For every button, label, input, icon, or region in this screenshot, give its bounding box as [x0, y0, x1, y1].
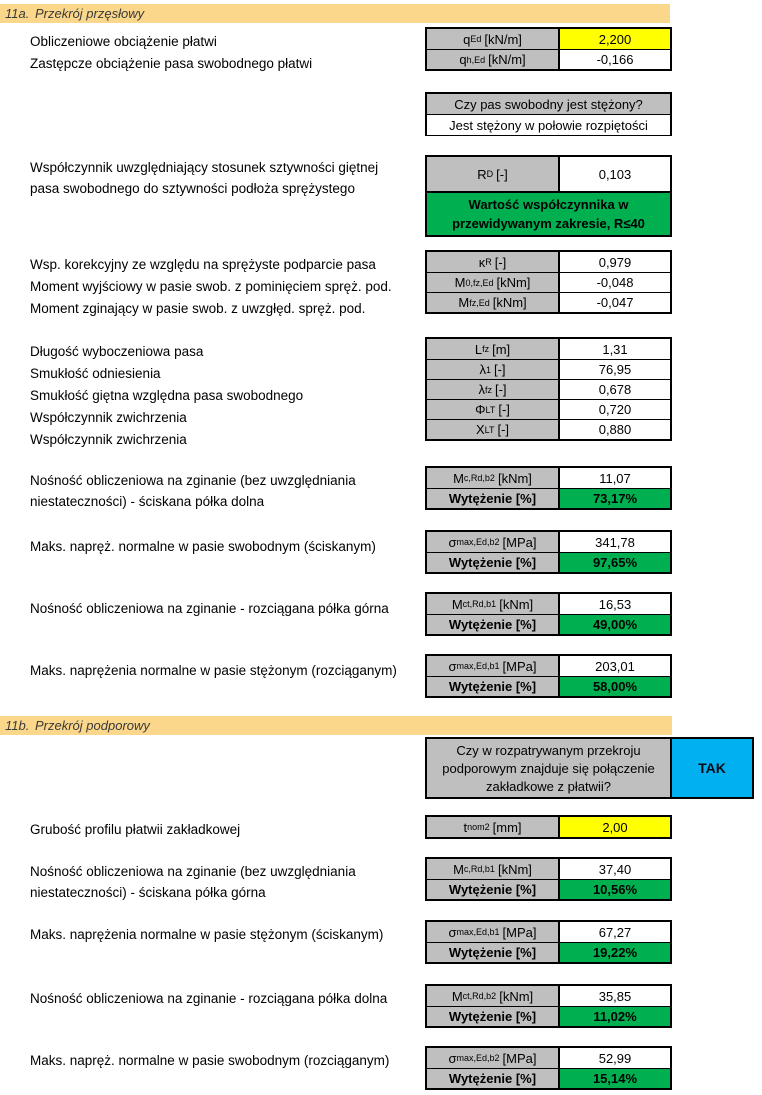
symbol-unit: [-] [493, 362, 506, 377]
row-label-line1: Współczynnik uwzględniający stosunek sztywności giętnej [30, 160, 379, 175]
question-cell [427, 739, 670, 797]
symbol-base: M [451, 988, 463, 1004]
stress-check-table [425, 530, 672, 574]
symbol-cell: κ R [-] [427, 252, 560, 272]
utilization-value: 15,14% [560, 1069, 670, 1088]
overlap-question-box [425, 737, 672, 799]
utilization-value: 58,00% [560, 677, 670, 696]
table-row [427, 359, 670, 379]
resistance-check-table [425, 592, 672, 636]
symbol-base: X [475, 422, 485, 437]
row-label: Nośność obliczeniowa na zginanie - rozciągana półka górna [30, 601, 389, 616]
table-row [427, 157, 670, 191]
symbol-unit: [MPa] [502, 924, 537, 940]
table-row [427, 532, 670, 552]
symbol-unit: [-] [494, 382, 507, 397]
row-label: Współczynnik zwichrzenia [30, 410, 187, 425]
row-label: Grubość profilu płatwii zakładkowej [30, 822, 241, 837]
utilization-label: Wytężenie [%] [427, 1069, 560, 1088]
section-b-header [0, 716, 672, 735]
utilization-value: 11,02% [560, 1007, 670, 1026]
resistance-check-table [425, 857, 672, 901]
brace-question-box [425, 92, 672, 136]
symbol-base: M [454, 275, 466, 290]
question-cell: Czy pas swobodny jest stężony? [427, 94, 670, 114]
range-check-line2: przewidywanym zakresie, R≤40 [452, 216, 645, 231]
utilization-label: Wytężenie [%] [427, 553, 560, 572]
symbol-base: σ [448, 658, 457, 674]
symbol-cell: q Ed [kN/m] [427, 29, 560, 49]
value-cell: 0,720 [560, 400, 670, 419]
value-cell: -0,166 [560, 50, 670, 69]
symbol-cell: R D [-] [427, 157, 560, 191]
value-cell: 1,31 [560, 339, 670, 359]
symbol-base: M [453, 470, 464, 486]
symbol-cell: λ fz [-] [427, 380, 560, 399]
row-label: Obliczeniowe obciążenie płatwi [30, 34, 217, 49]
row-label [30, 157, 378, 199]
value-cell: 35,85 [560, 986, 670, 1006]
row-label: Smukłość odniesienia [30, 366, 161, 381]
value-cell: 0,979 [560, 252, 670, 272]
row-label: Współczynnik zwichrzenia [30, 432, 187, 447]
table-row [427, 817, 670, 837]
section-b-number: 11b. [5, 718, 30, 733]
symbol-cell: q h,Ed [kN/m] [427, 50, 560, 69]
input-value-cell[interactable]: 2,200 [560, 29, 670, 49]
row-label-line1: Nośność obliczeniowa na zginanie (bez uwzględniania [30, 473, 356, 488]
symbol-base: q [463, 31, 471, 47]
symbol-unit: [MPa] [502, 1050, 537, 1066]
value-cell: 341,78 [560, 532, 670, 552]
stress-check-table [425, 920, 672, 964]
table-row [427, 292, 670, 312]
row-label: Moment zginający w pasie swob. z uwzgłęd. spręż. pod. [30, 301, 366, 316]
slenderness-table [425, 337, 672, 441]
utilization-label: Wytężenie [%] [427, 489, 560, 508]
symbol-unit: [kNm] [497, 470, 532, 486]
value-cell: 16,53 [560, 594, 670, 614]
resistance-check-table [425, 984, 672, 1028]
table-row [427, 922, 670, 942]
symbol-unit: [mm] [492, 819, 522, 835]
symbol-base: σ [448, 534, 457, 550]
table-row [427, 29, 670, 49]
table-row [427, 399, 670, 419]
table-row [427, 272, 670, 292]
section-a-number: 11a. [5, 6, 30, 21]
table-row [427, 379, 670, 399]
table-row [427, 1048, 670, 1068]
symbol-base: σ [448, 1050, 457, 1066]
range-check-note [427, 191, 670, 235]
symbol-unit: [kN/m] [484, 31, 522, 47]
row-label: Moment wyjściowy w pasie swob. z pominięciem spręż. pod. [30, 279, 392, 294]
row-label: Wsp. korekcyjny ze względu na sprężyste podparcie pasa [30, 257, 376, 272]
load-table [425, 27, 672, 71]
symbol-unit: [-] [498, 402, 510, 417]
symbol-cell: λ 1 [-] [427, 360, 560, 379]
utilization-row [427, 942, 670, 962]
symbol-unit: [kN/m] [488, 52, 526, 67]
value-cell: 52,99 [560, 1048, 670, 1068]
symbol-cell: M 0,fz,Ed [kNm] [427, 273, 560, 292]
table-row [427, 594, 670, 614]
row-label: Nośność obliczeniowa na zginanie - rozciągana półka dolna [30, 991, 388, 1006]
input-value-cell[interactable]: 2,00 [560, 817, 670, 837]
row-label-line2: niestateczności) - ściskana półka dolna [30, 494, 265, 509]
symbol-cell: M fz,Ed [kNm] [427, 293, 560, 312]
utilization-value: 19,22% [560, 943, 670, 962]
utilization-row [427, 488, 670, 508]
utilization-row [427, 1068, 670, 1088]
table-row [427, 114, 670, 134]
section-b-title: Przekrój podporowy [35, 718, 150, 733]
symbol-base: Φ [475, 402, 486, 417]
symbol-cell: M ct,Rd,b1 [kNm] [427, 594, 560, 614]
symbol-cell: X LT [-] [427, 420, 560, 439]
row-label: Maks. napręż. normalne w pasie swobodnym (ściskanym) [30, 539, 376, 554]
thickness-table [425, 815, 672, 839]
stress-check-table [425, 1046, 672, 1090]
symbol-base: λ [479, 362, 486, 377]
value-cell: 0,678 [560, 380, 670, 399]
symbol-unit: [MPa] [502, 534, 537, 550]
table-row [427, 49, 670, 69]
question-line3: zakładkowe z płatwii? [485, 779, 611, 794]
utilization-value: 49,00% [560, 615, 670, 634]
moments-table [425, 250, 672, 314]
symbol-cell: M ct,Rd,b2 [kNm] [427, 986, 560, 1006]
symbol-base: λ [478, 382, 485, 397]
overlap-answer-dropdown[interactable]: TAK [670, 737, 754, 799]
row-label: Maks. naprężenia normalne w pasie stężonym (rozciąganym) [30, 663, 397, 678]
symbol-base: κ [478, 254, 486, 270]
row-label: Smukłość giętna względna pasa swobodnego [30, 388, 304, 403]
utilization-label: Wytężenie [%] [427, 677, 560, 696]
symbol-cell: Φ LT [-] [427, 400, 560, 419]
symbol-cell: σ max,Ed,b2 [MPa] [427, 1048, 560, 1068]
utilization-label: Wytężenie [%] [427, 615, 560, 634]
symbol-cell: M c,Rd,b1 [kNm] [427, 859, 560, 879]
utilization-row [427, 552, 670, 572]
value-cell: 203,01 [560, 656, 670, 676]
row-label [30, 470, 356, 512]
symbol-base: σ [448, 924, 457, 940]
table-row [427, 468, 670, 488]
utilization-row [427, 676, 670, 696]
value-cell: 0,103 [560, 157, 670, 191]
utilization-value: 10,56% [560, 880, 670, 899]
utilization-label: Wytężenie [%] [427, 943, 560, 962]
value-cell: 76,95 [560, 360, 670, 379]
row-label [30, 861, 356, 903]
symbol-base: M [451, 596, 463, 612]
r-coefficient-table [425, 155, 672, 237]
symbol-cell: σ max,Ed,b1 [MPa] [427, 922, 560, 942]
symbol-unit: [kNm] [497, 861, 532, 877]
row-label-line2: niestateczności) - ściskana półka górna [30, 885, 266, 900]
table-row [427, 656, 670, 676]
section-a-header [0, 4, 670, 23]
value-cell: 0,880 [560, 420, 670, 439]
symbol-unit: [kNm] [496, 275, 531, 290]
symbol-base: R [477, 166, 487, 182]
utilization-label: Wytężenie [%] [427, 880, 560, 899]
utilization-label: Wytężenie [%] [427, 1007, 560, 1026]
row-label-line2: pasa swobodnego do sztywności podłoża sprężystego [30, 181, 355, 196]
value-cell: -0,047 [560, 293, 670, 312]
symbol-unit: [-] [494, 254, 507, 270]
symbol-cell: σ max,Ed,b2 [MPa] [427, 532, 560, 552]
utilization-value: 97,65% [560, 553, 670, 572]
value-cell: 67,27 [560, 922, 670, 942]
question-line2: podporowym znajduje się połączenie [442, 761, 655, 776]
symbol-cell: M c,Rd,b2 [kNm] [427, 468, 560, 488]
range-check-line1: Wartość współczynnika w [468, 197, 629, 212]
symbol-unit: [-] [497, 422, 510, 437]
utilization-row [427, 1006, 670, 1026]
symbol-unit: [kNm] [492, 295, 527, 310]
value-cell: 11,07 [560, 468, 670, 488]
symbol-cell: σ max,Ed,b1 [MPa] [427, 656, 560, 676]
table-row [427, 252, 670, 272]
value-cell: -0,048 [560, 273, 670, 292]
resistance-check-table [425, 466, 672, 510]
symbol-cell: L fz [m] [427, 339, 560, 359]
row-label: Długość wyboczeniowa pasa [30, 344, 204, 359]
symbol-base: M [453, 861, 464, 877]
section-a-title: Przekrój przęsłowy [35, 6, 145, 21]
table-row [427, 339, 670, 359]
symbol-base: q [459, 52, 467, 67]
symbol-base: t [463, 819, 468, 835]
utilization-value: 73,17% [560, 489, 670, 508]
table-row [427, 986, 670, 1006]
table-row [427, 419, 670, 439]
stress-check-table [425, 654, 672, 698]
row-label: Maks. napręż. normalne w pasie swobodnym (rozciąganym) [30, 1053, 390, 1068]
symbol-unit: [MPa] [502, 658, 537, 674]
question-line1: Czy w rozpatrywanym przekroju [456, 743, 641, 758]
table-row [427, 859, 670, 879]
row-label: Zastępcze obciążenie pasa swobodnego płatwi [30, 56, 313, 71]
symbol-unit: [kNm] [499, 988, 534, 1004]
table-row [427, 94, 670, 114]
symbol-base: L [474, 341, 483, 357]
utilization-row [427, 879, 670, 899]
utilization-row [427, 614, 670, 634]
value-cell: 37,40 [560, 859, 670, 879]
row-label: Maks. naprężenia normalne w pasie stężonym (ściskanym) [30, 927, 384, 942]
symbol-unit: [kNm] [499, 596, 534, 612]
row-label-line1: Nośność obliczeniowa na zginanie (bez uwzględniania [30, 864, 356, 879]
symbol-base: M [458, 295, 470, 310]
symbol-unit: [m] [492, 341, 511, 357]
symbol-cell: t nom2 [mm] [427, 817, 560, 837]
symbol-unit: [-] [496, 166, 508, 182]
brace-answer-dropdown[interactable]: Jest stężony w połowie rozpiętości [427, 115, 670, 135]
